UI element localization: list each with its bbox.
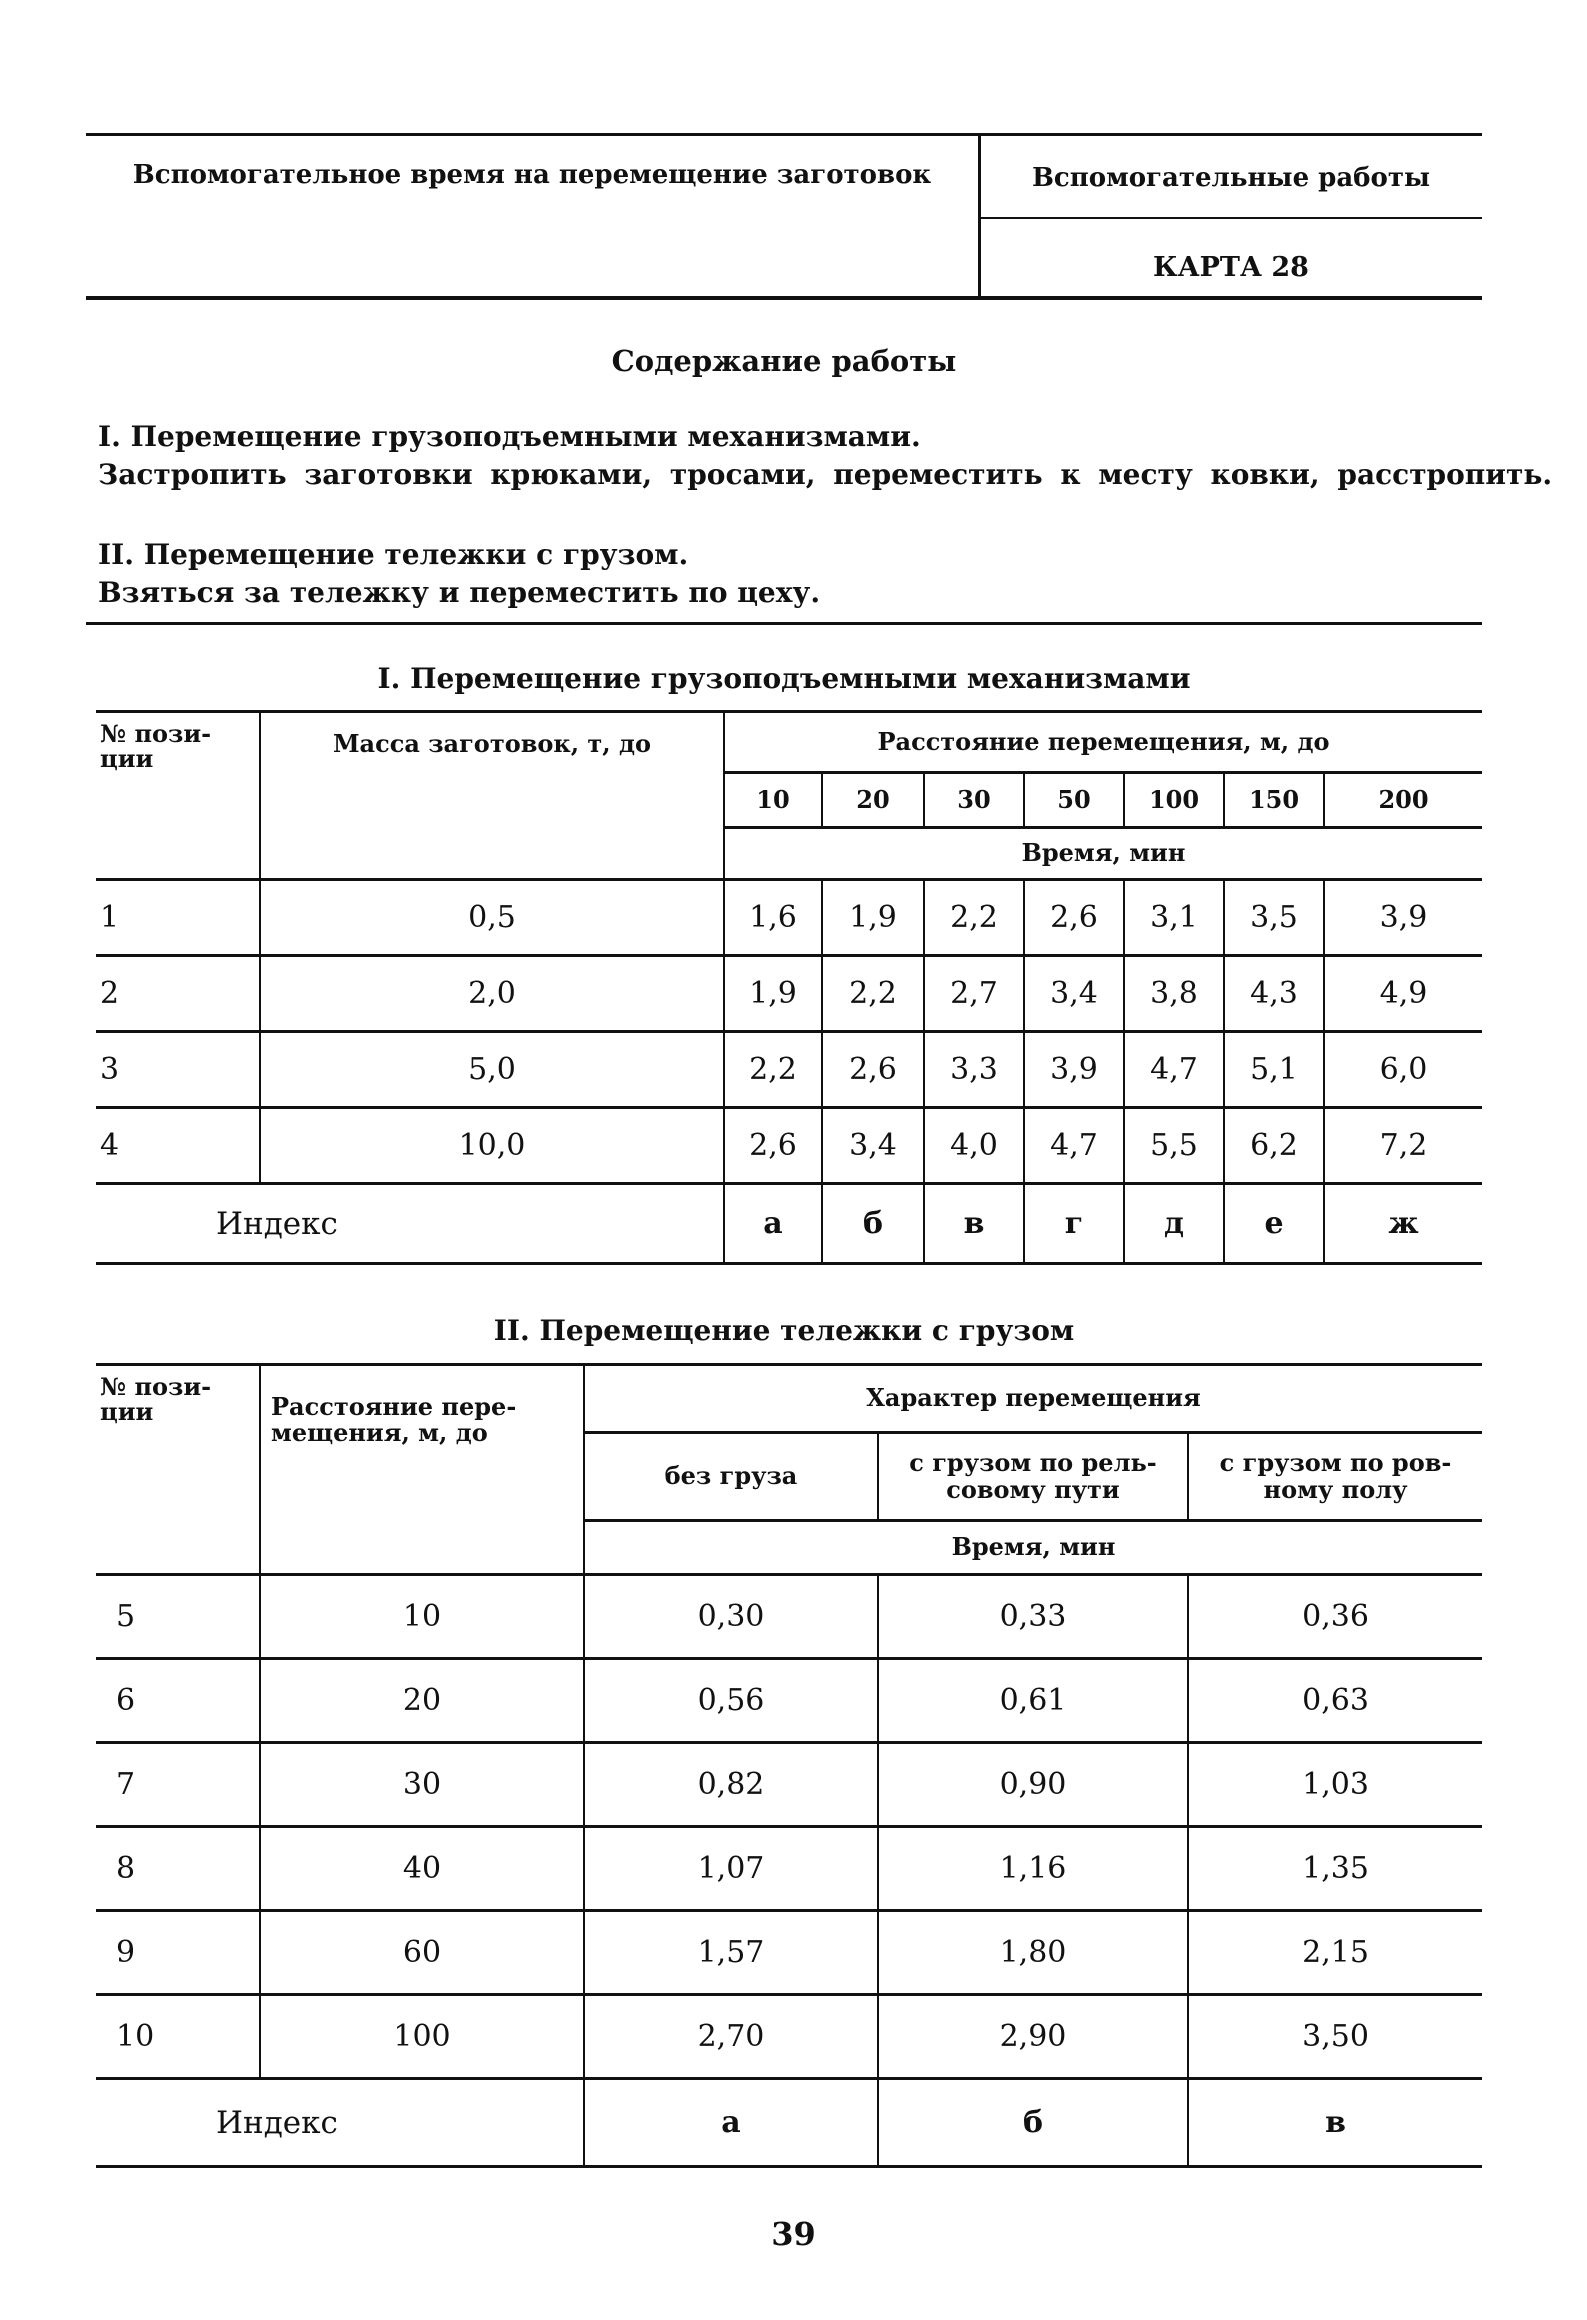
table-row [96,880,1482,956]
table1-value: 5,1 [1224,1032,1324,1108]
table2-pos: 10 [96,1995,260,2079]
card-number: КАРТА 28 [1153,252,1309,283]
table2-value: 0,63 [1188,1659,1482,1743]
table1-value: 5,5 [1124,1108,1224,1184]
table1-index-cell: д [1124,1184,1224,1264]
table1-value: 4,7 [1124,1032,1224,1108]
table2-value: 0,36 [1188,1575,1482,1659]
table1-value: 3,1 [1124,880,1224,956]
table-row [96,1911,1482,1995]
table1-pos: 2 [96,956,260,1032]
table2-dist: 100 [260,1995,584,2079]
table2-value: 0,30 [584,1575,878,1659]
table1-value: 7,2 [1324,1108,1482,1184]
table2-header-position: № пози-ции [96,1365,260,1575]
table1-distance-cell: 200 [1324,773,1482,828]
table1-distance-cell: 10 [724,773,822,828]
table2-header-distance: Расстояние пере-мещения, м, до [260,1365,584,1575]
table2-character-cell: с грузом по рель-совому пути [878,1433,1188,1521]
table2-pos: 5 [96,1575,260,1659]
table1-distance-cell: 150 [1224,773,1324,828]
table1-index-cell: е [1224,1184,1324,1264]
table1-value: 6,2 [1224,1108,1324,1184]
table1-distance-cell: 20 [822,773,924,828]
table-row [96,1995,1482,2079]
table1-value: 6,0 [1324,1032,1482,1108]
table2-value: 1,80 [878,1911,1188,1995]
page-number: 39 [771,2215,816,2253]
table-row [96,1827,1482,1911]
header-mid-rule [980,217,1482,219]
table2-pos: 7 [96,1743,260,1827]
table2-value: 1,35 [1188,1827,1482,1911]
table1-value: 2,2 [924,880,1024,956]
section-separator [86,622,1482,625]
table1-value: 2,6 [724,1108,822,1184]
table1-header-position: № пози-ции [96,712,260,880]
table-row [96,1659,1482,1743]
table1-pos: 3 [96,1032,260,1108]
table1-mass: 2,0 [260,956,724,1032]
header-left-title: Вспомогательное время на перемещение заготовок [132,160,932,190]
table2-value: 3,50 [1188,1995,1482,2079]
table2-value: 0,61 [878,1659,1188,1743]
content-item-1-heading: I. Перемещение грузоподъемными механизмами. [98,420,921,453]
table2-pos: 9 [96,1911,260,1995]
table-row [96,1032,1482,1108]
table1-mass: 0,5 [260,880,724,956]
table1-distance-cell: 30 [924,773,1024,828]
table1-value: 3,9 [1324,880,1482,956]
table2-value: 1,07 [584,1827,878,1911]
table1-value: 2,2 [724,1032,822,1108]
table2-dist: 60 [260,1911,584,1995]
table2-value: 2,70 [584,1995,878,2079]
table2-index-cell: а [584,2079,878,2167]
table2 [96,1363,1482,2168]
table1-header-mass: Масса заготовок, т, до [260,712,724,880]
table1-value: 2,6 [1024,880,1124,956]
table2-pos: 8 [96,1827,260,1911]
content-item-2-text: Взяться за тележку и переместить по цеху. [98,576,821,609]
table1-index-cell: б [822,1184,924,1264]
table1-value: 1,6 [724,880,822,956]
table-row [96,956,1482,1032]
table2-time-label: Время, мин [584,1521,1482,1575]
table1-value: 3,8 [1124,956,1224,1032]
table1-value: 2,6 [822,1032,924,1108]
table2-value: 1,57 [584,1911,878,1995]
table-row [96,1108,1482,1184]
table-row [96,1743,1482,1827]
content-title: Содержание работы [611,344,957,378]
table1-value: 4,3 [1224,956,1324,1032]
table1-index-cell: а [724,1184,822,1264]
table2-value: 0,33 [878,1575,1188,1659]
table1-value: 3,5 [1224,880,1324,956]
content-item-2-heading: II. Перемещение тележки с грузом. [98,538,689,571]
table2-dist: 20 [260,1659,584,1743]
table1-distance-cell: 100 [1124,773,1224,828]
table1-pos: 4 [96,1108,260,1184]
table2-character-cell: с грузом по ров-ному полу [1188,1433,1482,1521]
header-bottom-rule [86,296,1482,300]
table1-distance-cell: 50 [1024,773,1124,828]
table2-value: 1,16 [878,1827,1188,1911]
table1-mass: 10,0 [260,1108,724,1184]
table1-value: 1,9 [724,956,822,1032]
table1-index-cell: в [924,1184,1024,1264]
table2-value: 2,90 [878,1995,1188,2079]
table2-value: 1,03 [1188,1743,1482,1827]
table1-value: 4,7 [1024,1108,1124,1184]
table2-title: II. Перемещение тележки с грузом [493,1314,1075,1347]
table1-value: 3,4 [822,1108,924,1184]
table1-mass: 5,0 [260,1032,724,1108]
table2-index-cell: в [1188,2079,1482,2167]
table1-title: I. Перемещение грузоподъемными механизмами [377,662,1191,695]
table2-header-character: Характер перемещения [584,1365,1482,1433]
table1-value: 4,9 [1324,956,1482,1032]
table1-value: 2,7 [924,956,1024,1032]
table2-index-label: Индекс [96,2079,584,2167]
table1-value: 2,2 [822,956,924,1032]
table2-dist: 10 [260,1575,584,1659]
table2-character-cell: без груза [584,1433,878,1521]
table1-value: 3,9 [1024,1032,1124,1108]
table1-header-distance: Расстояние перемещения, м, до [724,712,1482,773]
table1-index-cell: г [1024,1184,1124,1264]
table2-index-cell: б [878,2079,1188,2167]
table-row [96,1575,1482,1659]
table1-value: 3,3 [924,1032,1024,1108]
table1-value: 3,4 [1024,956,1124,1032]
table2-value: 0,56 [584,1659,878,1743]
table1-time-label: Время, мин [724,828,1482,880]
table2-value: 0,90 [878,1743,1188,1827]
table1-pos: 1 [96,880,260,956]
table1-index-label: Индекс [96,1184,724,1264]
header-right-title: Вспомогательные работы [1031,163,1431,193]
table2-dist: 30 [260,1743,584,1827]
table2-value: 0,82 [584,1743,878,1827]
table2-pos: 6 [96,1659,260,1743]
header-top-rule [86,133,1482,136]
table-row-index [96,1184,1482,1264]
table1-value: 4,0 [924,1108,1024,1184]
table2-value: 2,15 [1188,1911,1482,1995]
table1-index-cell: ж [1324,1184,1482,1264]
table1 [96,710,1482,1265]
content-item-1-text: Застропить заготовки крюками, тросами, переместить к месту ковки, расстропить. [98,458,1553,491]
table1-value: 1,9 [822,880,924,956]
table2-dist: 40 [260,1827,584,1911]
table-row-index [96,2079,1482,2167]
